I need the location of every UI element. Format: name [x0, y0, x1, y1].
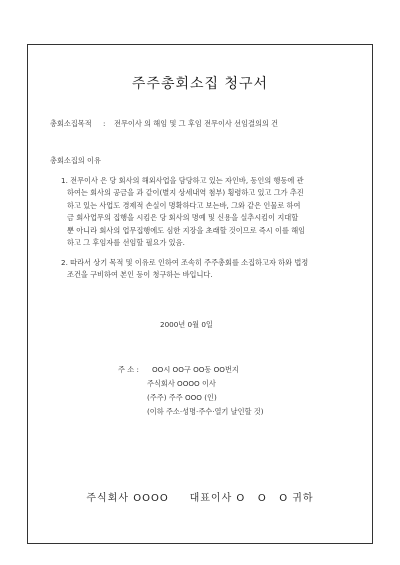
document-title: 주주총회소집 청구서	[131, 76, 269, 92]
reason-1-line: 뿐 아니라 회사의 업무집행에도 심한 지장을 초래할 것이므로 즉시 이를 해임	[67, 225, 306, 235]
purpose-separator: :	[103, 119, 106, 128]
reason-2-line: 2. 따라서 상기 목적 및 이유로 인하여 조속히 주주총회를 소집하고자 하와 법정	[61, 258, 309, 267]
addressee	[0, 489, 400, 504]
request-date: 2000년 0월 0일	[160, 320, 213, 329]
reason-1	[61, 175, 305, 249]
company-line: 주식회사 OOOO 이사	[147, 379, 216, 388]
reason-2-line: 조건을 구비하여 본인 등이 청구하는 바입니다.	[67, 270, 213, 280]
reason-heading: 총회소집의 이유	[50, 156, 101, 165]
purpose-label: 총회소집목적	[50, 119, 92, 128]
reason-1-line: 금 회사업무의 집행을 시킴은 당 회사의 명예 및 신용을 실추시킴이 지대할	[67, 213, 299, 223]
purpose-text: 전무이사 의 해임 및 그 후임 전무이사 선임결의의 건	[114, 119, 279, 128]
reason-1-line: 하여는 회사의 공금을 과 같이(별지 상세내역 첨부) 횡령하고 있고 그가 추진	[67, 188, 304, 198]
reason-1-line: 하고 그 후임자를 선임할 필요가 있음.	[67, 238, 185, 248]
reason-1-line: 1. 전무이사 은 당 회사의 해외사업을 담당하고 있는 자인바, 동인의 행동에 관	[61, 176, 304, 185]
addressee-text: 주식회사 OOOO 대표이사 O O O 귀하	[86, 493, 314, 504]
reason-1-line: 하고 있는 사업도 경제적 손실이 명확하다고 보는바, 그와 같은 인물로 하여	[67, 200, 301, 210]
address-label: 주 소 :	[118, 365, 139, 374]
address-value: OO시 OO구 OO동 OO번지	[152, 365, 239, 374]
reason-2	[61, 257, 308, 282]
note-line: (이하 주소·성명·주수·열기 날인할 것)	[147, 407, 264, 416]
shareholder-line: (주주) 주주 OOO (인)	[147, 393, 217, 402]
